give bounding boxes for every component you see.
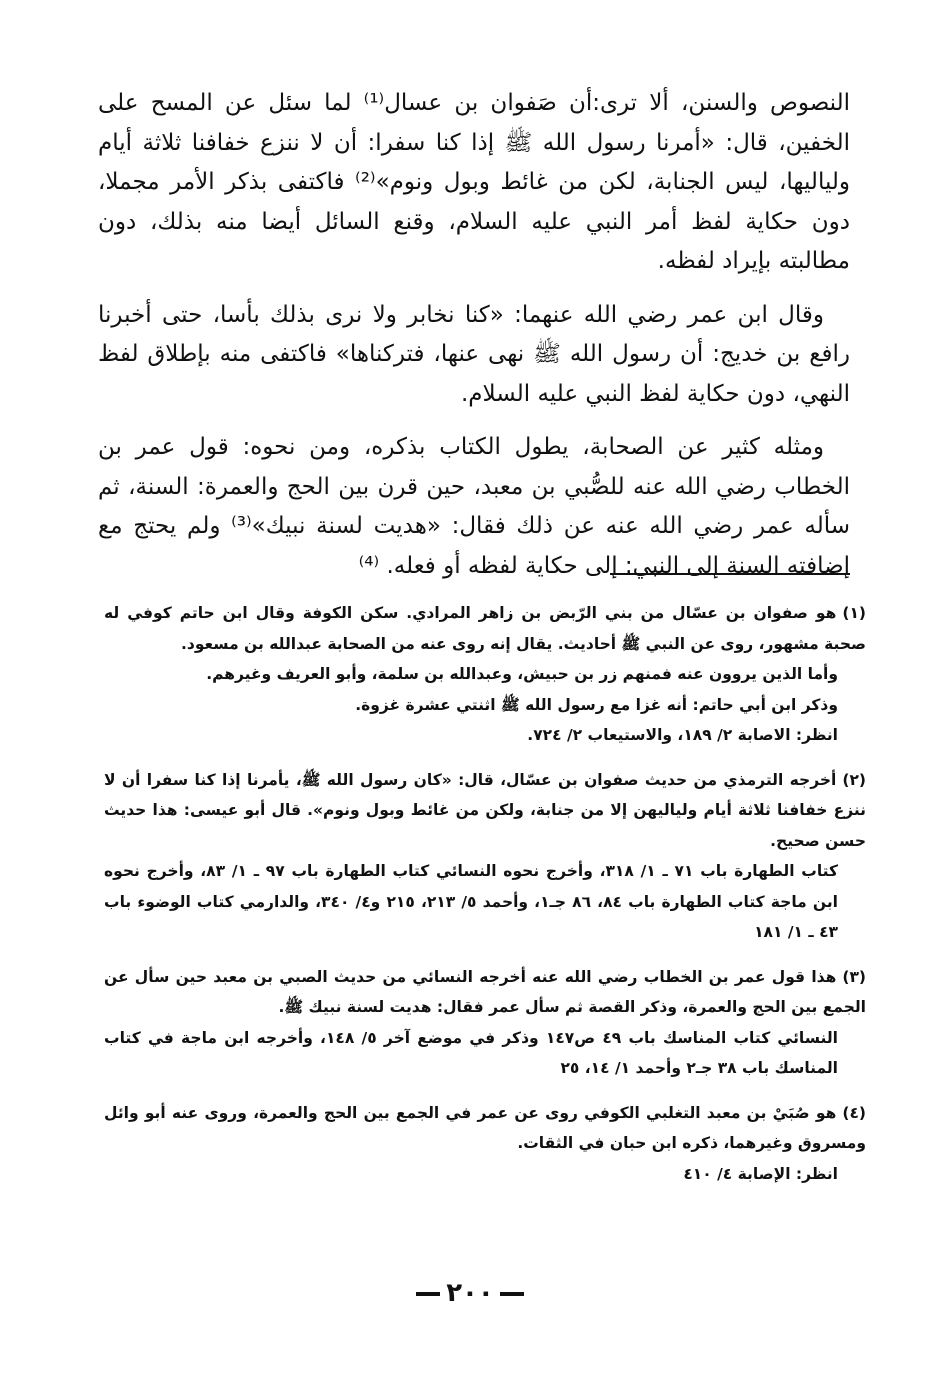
- footnote-line: [104, 1098, 866, 1159]
- page-number-dash: [416, 1292, 440, 1296]
- footnote-text: أخرجه الترمذي من حديث صفوان بن عسّال، قال: «كان رسول الله ﷺ، يأمرنا إذا كنا سفرا أن لا ننزع خفافنا ثلاثة أيام ولياليهن إلا من جنابة، ولكن من غائط وبول ونوم». قال أبو عيسى: هذا حديث حسن صحيح.: [104, 770, 866, 850]
- footnote-number: (١): [842, 604, 866, 622]
- footnote-2: [104, 765, 866, 948]
- footnote-1: [104, 598, 866, 751]
- page-number: [0, 1278, 940, 1308]
- footnote-number: (٤): [842, 1103, 866, 1122]
- footnote-separator: [610, 573, 850, 575]
- footnote-text: هو صُبَيْ بن معبد التغلبي الكوفي روى عن عمر في الجمع بين الحج والعمرة، وروى عنه أبو وائل ومسروق وغيرهما، ذكره ابن حبان في الثقات.: [104, 1103, 866, 1152]
- footnote-line: [104, 598, 866, 659]
- footnote-subline: النسائي كتاب المناسك باب ٤٩ ص١٤٧ وذكر في موضع آخر ٥/ ١٤٨، وأخرجه ابن ماجة في كتاب المناسك باب ٣٨ جـ٢ وأحمد ١/ ١٤، ٢٥: [104, 1028, 838, 1077]
- footnote-line: [104, 765, 866, 857]
- paragraph-1: النصوص والسنن، ألا ترى:أن صَفوان بن عسال⁽¹⁾ لما سئل عن المسح على الخفين، قال: «أمرنا رسول الله ﷺ إذا كنا سفرا: أن لا ننزع خفافنا ثلاثة أيام ولياليها، ليس الجنابة، لكن من غائط وبول ونوم»⁽²⁾ فاكتفى بذكر الأمر مجملا، دون حكاية لفظ أمر النبي عليه السلام، وقنع السائل أيضا منه بذلك، دون مطالبته بإيراد لفظه.: [98, 90, 851, 274]
- footnote-number: (٣): [842, 967, 866, 986]
- footnote-subline: وذكر ابن أبي حاتم: أنه غزا مع رسول الله ﷺ اثنتي عشرة غزوة.: [355, 695, 838, 714]
- page-number-dash: [500, 1292, 524, 1296]
- paragraph-2: وقال ابن عمر رضي الله عنهما: «كنا نخابر ولا نرى بذلك بأسا، حتى أخبرنا رافع بن خديج: أن رسول الله ﷺ نهى عنها، فتركناها» فاكتفى منه بإطلاق لفظ النهي، دون حكاية لفظ النبي عليه السلام.: [98, 301, 850, 407]
- footnote-text: هذا قول عمر بن الخطاب رضي الله عنه أخرجه النسائي من حديث الصبي بن معبد حين سأل عن الجمع بين الحج والعمرة، وذكر القصة ثم سأل عمر فقال: هديت لسنة نبيك ﷺ.: [104, 967, 866, 1016]
- paragraph-3: ومثله كثير عن الصحابة، يطول الكتاب بذكره، ومن نحوه: قول عمر بن الخطاب رضي الله عنه للصُّبي بن معبد، حين قرن بين الحج والعمرة: السنة، ثم سأله عمر رضي الله عنه عن ذلك فقال: «هديت لسنة نبيك»⁽³⁾ ولم يحتج مع إضافته السنة إلى النبي: إلى حكاية لفظه أو فعله. ⁽⁴⁾: [98, 434, 850, 579]
- footnote-subline: وأما الذين يروون عنه فمنهم زر بن حبيش، وعبدالله بن سلمة، وأبو العريف وغيرهم.: [206, 665, 838, 683]
- footnote-text: هو صفوان بن عسّال من بني الرّبض بن زاهر المرادي. سكن الكوفة وقال ابن حاتم كوفي له صحبة مشهور، روى عن النبي ﷺ أحاديث. يقال إنه روى عنه من الصحابة عبدالله بن مسعود.: [104, 604, 866, 653]
- footnote-subline: كتاب الطهارة باب ٧١ ـ ١/ ٣١٨، وأخرج نحوه النسائي كتاب الطهارة باب ٩٧ ـ ١/ ٨٣، وأخرج نحوه ابن ماجة كتاب الطهارة باب ٨٤، ٨٦ جـ١، وأحمد ٥/ ٢١٣، ٢١٥ و٤/ ٣٤٠، والدارمي كتاب الوضوء باب ٤٣ ـ ١/ ١٨١: [104, 862, 839, 941]
- footnote-line: [104, 962, 866, 1023]
- footnotes: [104, 598, 866, 1203]
- footnote-subline: انظر: الاصابة ٢/ ١٨٩، والاستيعاب ٢/ ٧٢٤.: [527, 726, 838, 744]
- main-text: [98, 84, 850, 600]
- footnote-subline: انظر: الإصابة ٤/ ٤١٠: [683, 1164, 838, 1183]
- page-number-value: ٢٠٠: [446, 1278, 494, 1308]
- footnote-3: [104, 962, 866, 1084]
- footnote-number: (٢): [842, 770, 866, 789]
- footnote-4: [104, 1098, 866, 1190]
